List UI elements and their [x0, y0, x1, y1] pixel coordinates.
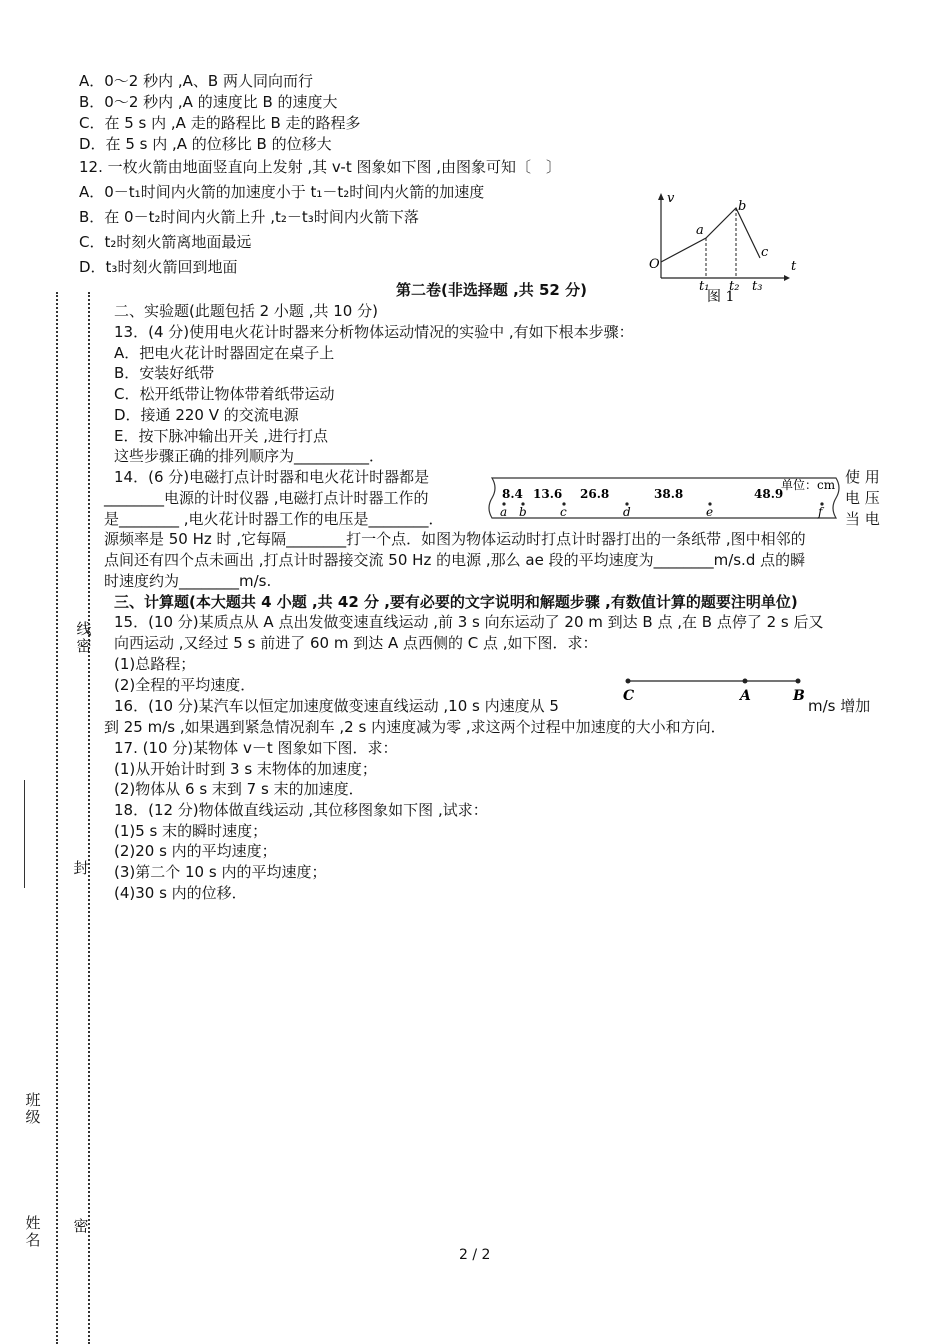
margin-label-mi-bottom: 密 — [73, 1217, 89, 1235]
q12-option-c: C．t₂时刻火箭离地面最远 — [79, 233, 252, 251]
t1-label: t₁ — [699, 279, 710, 294]
q12-option-a: A．0－t₁时间内火箭的加速度小于 t₁－t₂时间内火箭的加速度 — [79, 183, 485, 201]
v-axis-arrow — [658, 193, 664, 200]
tape-value-ad: 26.8 — [580, 487, 610, 501]
q11-option-c: C．在 5 s 内 ,A 走的路程比 B 走的路程多 — [79, 114, 361, 132]
part2-title: 第二卷(非选择题 ,共 52 分) — [396, 281, 587, 299]
margin-label-mi-top: 密 — [76, 637, 92, 655]
point-c-label: C — [623, 688, 635, 704]
vt-line — [661, 208, 760, 262]
v-label: v — [667, 191, 675, 206]
q15-line-1: 15．(10 分)某质点从 A 点出发做变速直线运动 ,前 3 s 向东运动了 20 m 到达 B 点 ,在 B 点停了 2 s 后又 — [114, 613, 824, 631]
t-label: t — [791, 259, 797, 274]
q16-line-1-end: m/s 增加 — [808, 697, 871, 715]
tape-value-ab: 8.4 — [502, 487, 523, 501]
t3-label: t₃ — [752, 279, 763, 294]
q15-line-3: (1)总路程； — [114, 655, 196, 673]
origin-label: O — [649, 257, 660, 272]
q11-option-b: B．0～2 秒内 ,A 的速度比 B 的速度大 — [79, 93, 338, 111]
q18-part-2: (2)20 s 内的平均速度； — [114, 842, 277, 860]
section3-heading: 三、计算题(本大题共 4 小题 ,共 42 分 ,要有必要的文字说明和解题步骤 ,有数值计算的题要注明单位) — [114, 593, 798, 611]
q15-line-4: (2)全程的平均速度． — [114, 676, 256, 694]
q14-line-5: 点间还有四个点未画出 ,打点计时器接交流 50 Hz 的电源 ,那么 ae 段的平均速度为________m/s.d 点的瞬 — [104, 551, 806, 569]
point-b-label: B — [793, 688, 805, 704]
point-a-label: a — [696, 223, 704, 238]
figure-caption: 图 1 — [707, 289, 735, 305]
q13-step-a: A．把电火花计时器固定在桌子上 — [114, 344, 335, 362]
tape-value-ae: 38.8 — [654, 487, 684, 501]
q14-right-1: 使 用 — [845, 468, 880, 486]
margin-label-xian: 线 — [76, 620, 92, 638]
point-a-label: A — [740, 688, 751, 704]
tape-label-e: e — [706, 505, 714, 519]
margin-solid-line — [24, 780, 25, 888]
q12-vt-graph — [640, 188, 800, 308]
q18-part-3: (3)第二个 10 s 内的平均速度； — [114, 863, 327, 881]
q16-line-1: 16．(10 分)某汽车以恒定加速度做变速直线运动 ,10 s 内速度从 5 — [114, 697, 559, 715]
q16-line-2: 到 25 m/s ,如果遇到紧急情况刹车 ,2 s 内速度减为零 ,求这两个过程中加速度的大小和方向． — [104, 718, 726, 736]
q14-line-3: 是________ ,电火花计时器工作的电压是________． — [104, 510, 444, 528]
q13-step-c: C．松开纸带让物体带着纸带运动 — [114, 385, 335, 403]
q14-line-6: 时速度约为________m/s. — [104, 572, 272, 590]
cab-line-figure — [618, 670, 814, 706]
tape-label-b: b — [519, 505, 527, 519]
tape-label-f: f — [818, 505, 823, 519]
q12-option-d: D．t₃时刻火箭回到地面 — [79, 258, 238, 276]
q13-step-e: E．按下脉冲输出开关 ,进行打点 — [114, 427, 329, 445]
q17-part-2: (2)物体从 6 s 末到 7 s 末的加速度． — [114, 780, 364, 798]
point-b-dot — [796, 679, 801, 684]
paper-tape-figure — [484, 474, 844, 522]
q17-part-1: (1)从开始计时到 3 s 末物体的加速度； — [114, 760, 377, 778]
q14-right-2: 电 压 — [845, 489, 880, 507]
tape-label-c: c — [560, 505, 567, 519]
t-axis-arrow — [784, 275, 790, 281]
q13-stem: 13．(4 分)使用电火花计时器来分析物体运动情况的实验中 ,有如下根本步骤： — [114, 323, 634, 341]
q14-line-4: 源频率是 50 Hz 时 ,它每隔________打一个点．如图为物体运动时打点计时器打出的一条纸带 ,图中相邻的 — [104, 530, 806, 548]
q15-line-2: 向西运动 ,又经过 5 s 前进了 60 m 到达 A 点西侧的 C 点 ,如下图．求： — [114, 634, 598, 652]
q11-option-a: A．0～2 秒内 ,A、B 两人同向而行 — [79, 72, 313, 90]
q13-step-d: D．接通 220 V 的交流电源 — [114, 406, 299, 424]
t2-label: t₂ — [729, 279, 740, 294]
margin-dotted-line-outer — [56, 292, 58, 1344]
q13-step-b: B．安装好纸带 — [114, 364, 215, 382]
q11-option-d: D．在 5 s 内 ,A 的位移比 B 的位移大 — [79, 135, 332, 153]
point-b-label: b — [738, 199, 747, 214]
point-c-label: c — [761, 245, 769, 260]
q13-answer-line: 这些步骤正确的排列顺序为__________． — [114, 447, 385, 465]
q18-stem: 18．(12 分)物体做直线运动 ,其位移图象如下图 ,试求： — [114, 801, 488, 819]
q12-option-b: B．在 0－t₂时间内火箭上升 ,t₂－t₃时间内火箭下落 — [79, 208, 419, 226]
tape-value-af: 48.9 — [754, 487, 784, 501]
margin-label-feng: 封 — [73, 859, 89, 877]
tape-unit: 单位：cm — [781, 478, 836, 492]
tape-label-d: d — [623, 505, 631, 519]
section2-heading: 二、实验题(此题包括 2 小题 ,共 10 分) — [114, 302, 378, 320]
margin-dotted-line-inner — [88, 292, 90, 1344]
page-number: 2 / 2 — [459, 1247, 491, 1263]
margin-label-name: 姓名 — [25, 1214, 41, 1249]
q17-stem: 17. (10 分)某物体 v－t 图象如下图．求： — [114, 739, 398, 757]
q14-right-3: 当 电 — [845, 510, 880, 528]
q18-part-4: (4)30 s 内的位移． — [114, 884, 247, 902]
q14-line-1: 14．(6 分)电磁打点计时器和电火花计时器都是 — [114, 468, 430, 486]
q12-stem: 12. 一枚火箭由地面竖直向上发射 ,其 v-t 图象如下图 ,由图象可知〔 〕 — [79, 158, 562, 176]
point-a-dot — [743, 679, 748, 684]
margin-label-class: 班级 — [25, 1091, 41, 1126]
tape-value-ac: 13.6 — [533, 487, 563, 501]
tape-label-a: a — [500, 505, 508, 519]
point-c-dot — [626, 679, 631, 684]
q18-part-1: (1)5 s 末的瞬时速度； — [114, 822, 268, 840]
q14-line-2: ________电源的计时仪器 ,电磁打点计时器工作的 — [104, 489, 429, 507]
